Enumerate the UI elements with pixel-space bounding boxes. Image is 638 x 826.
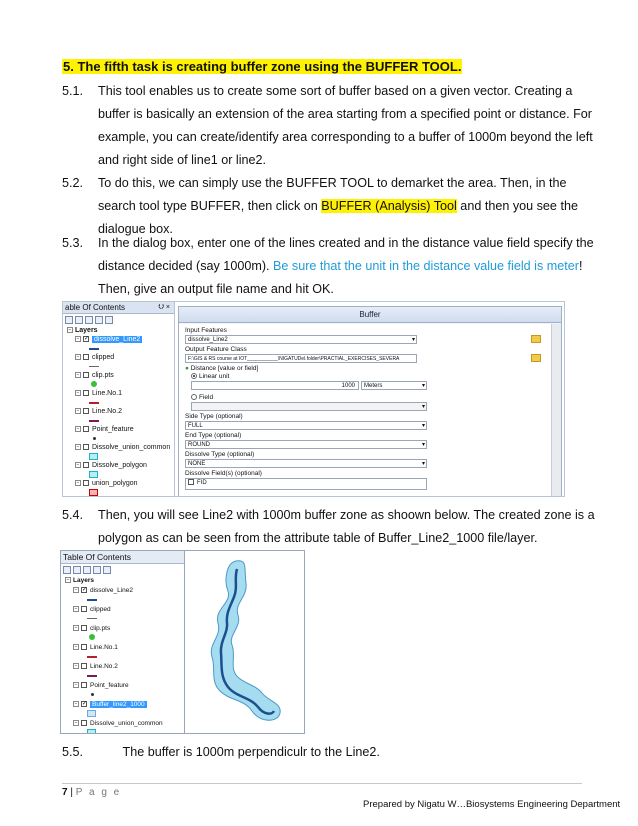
layer-item[interactable] xyxy=(67,335,174,344)
layers-root[interactable] xyxy=(67,326,174,335)
input-features-value: dissolve_Line2 xyxy=(188,337,228,343)
side-type-select[interactable] xyxy=(185,421,427,430)
dissolve-type-select[interactable] xyxy=(185,459,427,468)
browse-folder-icon[interactable] xyxy=(531,335,541,343)
collapse-icon[interactable]: − xyxy=(74,587,78,594)
table-of-contents-panel xyxy=(63,302,175,497)
layer-checkbox[interactable] xyxy=(81,720,87,726)
layer-checkbox[interactable] xyxy=(81,625,87,631)
toc-toolbar xyxy=(63,314,174,326)
chevron-down-icon[interactable]: ▾ xyxy=(421,383,425,389)
layer-item[interactable] xyxy=(67,353,174,362)
collapse-icon[interactable]: − xyxy=(66,577,70,584)
list-by-selection-icon[interactable] xyxy=(93,566,101,574)
layer-label: Dissolve_union_common xyxy=(90,720,163,727)
layer-item[interactable] xyxy=(67,461,174,470)
paragraph-5-2 xyxy=(62,172,602,241)
output-path-value: F:\GIS & RS course at IOT___________\NIGATUDel.folder\PRACTIAL_EXERCISES_SEVERA xyxy=(188,356,400,362)
layer-label: clipped xyxy=(90,606,111,613)
layer-item[interactable] xyxy=(65,681,184,690)
layer-item[interactable] xyxy=(67,389,174,398)
dissolve-fields-list[interactable] xyxy=(185,478,427,490)
layer-checkbox[interactable]: ✓ xyxy=(82,587,88,594)
layer-symbol xyxy=(65,709,184,719)
dissolve-type-value: NONE xyxy=(188,461,206,467)
field-option[interactable] xyxy=(185,394,545,402)
list-by-drawing-order-icon[interactable] xyxy=(63,566,71,574)
layer-label: Point_feature xyxy=(92,426,134,433)
paragraph-5-3 xyxy=(62,232,602,301)
layer-symbol xyxy=(67,470,174,479)
side-type-label: Side Type (optional) xyxy=(185,413,243,420)
options-icon[interactable] xyxy=(105,316,113,324)
chevron-down-icon[interactable]: ▾ xyxy=(421,404,425,410)
layer-item[interactable] xyxy=(67,443,174,452)
layer-label: Dissolve_union_common xyxy=(92,444,171,451)
dialog-title: Buffer xyxy=(179,307,561,323)
toc-toolbar xyxy=(61,564,184,576)
buffer-result-screenshot xyxy=(60,550,305,734)
layer-item[interactable] xyxy=(65,643,184,652)
layer-label: Dissolve_polygon xyxy=(92,462,147,469)
layer-item[interactable] xyxy=(65,700,184,709)
fid-checkbox[interactable] xyxy=(188,479,194,485)
layer-checkbox[interactable] xyxy=(81,682,87,688)
layer-label: dissolve_Line2 xyxy=(94,336,141,343)
layer-symbol xyxy=(65,633,184,643)
layer-symbol xyxy=(65,690,184,700)
collapse-icon[interactable]: − xyxy=(76,354,80,361)
layer-item[interactable] xyxy=(67,425,174,434)
layer-symbol xyxy=(65,595,184,605)
layer-checkbox[interactable] xyxy=(83,480,89,486)
collapse-icon[interactable]: − xyxy=(76,372,80,379)
layer-symbol xyxy=(67,362,174,371)
layer-list xyxy=(63,326,174,497)
page-sep: | xyxy=(67,787,76,798)
linear-unit-label: Linear unit xyxy=(199,373,230,380)
paragraph-5-5 xyxy=(62,745,380,759)
linear-unit-option[interactable] xyxy=(185,373,545,381)
field-radio[interactable] xyxy=(191,394,197,400)
chevron-down-icon[interactable]: ▾ xyxy=(421,423,425,429)
section-heading xyxy=(62,59,462,74)
toc-title: able Of Contents xyxy=(65,303,126,312)
collapse-icon[interactable]: − xyxy=(76,336,80,343)
collapse-icon[interactable]: − xyxy=(76,408,80,415)
collapse-icon[interactable]: − xyxy=(74,682,78,689)
collapse-icon[interactable]: − xyxy=(74,720,78,727)
output-feature-class-label: Output Feature Class xyxy=(185,346,247,353)
paragraph-text xyxy=(98,232,602,301)
list-by-selection-icon[interactable] xyxy=(95,316,103,324)
footer-credit: Prepared by Nigatu W…Biosystems Engineering Department xyxy=(363,799,621,810)
heading-text: 5. The fifth task is creating buffer zone using the BUFFER TOOL. xyxy=(63,59,462,74)
layer-label: union_polygon xyxy=(92,480,138,487)
list-by-visibility-icon[interactable] xyxy=(85,316,93,324)
side-type-value: FULL xyxy=(188,423,203,429)
layer-label: clip.pts xyxy=(90,625,111,632)
collapse-icon[interactable]: − xyxy=(74,644,78,651)
paragraph-number: 5.4. xyxy=(62,508,84,522)
page-num: 7 xyxy=(62,787,68,798)
layer-item[interactable] xyxy=(65,605,184,614)
layer-symbol xyxy=(67,344,174,353)
paragraph-5-1 xyxy=(62,80,602,172)
browse-folder-icon[interactable] xyxy=(531,354,541,362)
collapse-icon[interactable]: − xyxy=(76,462,80,469)
layer-checkbox[interactable] xyxy=(81,644,87,650)
layer-label: dissolve_Line2 xyxy=(90,587,134,594)
paragraph-number: 5.5. xyxy=(62,745,84,759)
map-view[interactable] xyxy=(186,551,304,733)
buffer-dialog-screenshot xyxy=(62,301,565,497)
layer-symbol xyxy=(65,614,184,624)
layer-label: Line.No.1 xyxy=(92,390,122,397)
layer-symbol xyxy=(67,398,174,407)
dissolve-fields-label: Dissolve Field(s) (optional) xyxy=(185,470,262,477)
layer-item[interactable] xyxy=(65,719,184,728)
layer-item[interactable] xyxy=(67,371,174,380)
layer-symbol xyxy=(67,434,174,443)
dissolve-type-label: Dissolve Type (optional) xyxy=(185,451,255,458)
list-by-visibility-icon[interactable] xyxy=(83,566,91,574)
layer-checkbox[interactable]: ✓ xyxy=(82,701,88,708)
layer-symbol xyxy=(65,728,184,734)
collapse-icon[interactable]: − xyxy=(74,625,78,632)
text-run: and then you see the dialogue box. xyxy=(98,199,578,236)
distance-value-input[interactable] xyxy=(191,381,359,390)
layer-checkbox[interactable]: ✓ xyxy=(84,336,90,343)
collapse-icon[interactable]: − xyxy=(74,606,78,613)
text-run: ! Then, give an output file name and hit OK. xyxy=(98,259,583,296)
layer-checkbox[interactable] xyxy=(83,408,89,414)
linear-unit-radio[interactable] xyxy=(191,373,197,379)
buffer-dialog xyxy=(178,306,562,497)
field-label: Field xyxy=(199,394,214,401)
table-of-contents-panel xyxy=(61,551,185,734)
distance-label-text: Distance [value or field] xyxy=(190,365,259,372)
unit-note: Be sure that the unit in the distance value field is meter xyxy=(273,259,579,273)
layer-checkbox[interactable] xyxy=(83,354,89,360)
text-run: In the dialog box, enter one of the lines created and in the distance value field specify the distance decided (say 1000m). xyxy=(98,236,594,273)
paragraph-number: 5.1. xyxy=(62,84,84,98)
layer-label: clipped xyxy=(92,354,115,361)
collapse-icon[interactable]: − xyxy=(76,390,80,397)
paragraph-text xyxy=(98,172,602,241)
layer-checkbox[interactable] xyxy=(83,462,89,468)
layer-item[interactable] xyxy=(65,586,184,595)
dialog-body xyxy=(179,324,551,497)
layer-label: Line.No.1 xyxy=(90,644,118,651)
layer-checkbox[interactable] xyxy=(81,663,87,669)
distance-value: 1000 xyxy=(341,383,355,389)
layer-checkbox[interactable] xyxy=(81,606,87,612)
chevron-down-icon[interactable]: ▾ xyxy=(421,442,425,448)
pin-close-icon[interactable]: ⮋ × xyxy=(158,304,170,311)
paragraph-text: Then, you will see Line2 with 1000m buffer zone as shoown below. The created zone is a polygon as can be seen from the attribute table of Buffer_Line2_1000 file/layer. xyxy=(98,508,595,545)
paragraph-text: The buffer is 1000m perpendiculr to the Line2. xyxy=(122,745,380,759)
toc-title-bar xyxy=(63,302,174,314)
layer-label: Point_feature xyxy=(90,682,129,689)
highlighted-tool-name: BUFFER (Analysis) Tool xyxy=(321,199,457,213)
layer-checkbox[interactable] xyxy=(83,444,89,450)
paragraph-5-4 xyxy=(62,504,602,550)
collapse-icon[interactable]: − xyxy=(76,480,80,487)
chevron-down-icon[interactable]: ▾ xyxy=(411,337,415,343)
collapse-icon[interactable]: − xyxy=(76,444,80,451)
layers-root[interactable] xyxy=(65,576,184,586)
input-features-select[interactable] xyxy=(185,335,417,344)
toc-title: Table Of Contents xyxy=(63,552,132,562)
list-by-source-icon[interactable] xyxy=(75,316,83,324)
layer-item[interactable] xyxy=(65,624,184,633)
chevron-down-icon[interactable]: ▾ xyxy=(421,461,425,467)
layer-item[interactable] xyxy=(65,662,184,671)
unit-select[interactable] xyxy=(361,381,427,390)
end-type-value: ROUND xyxy=(188,442,210,448)
collapse-icon[interactable]: − xyxy=(74,663,78,670)
layer-symbol xyxy=(65,671,184,681)
layer-label: Line.No.2 xyxy=(92,408,122,415)
page-word: P a g e xyxy=(75,787,122,798)
unit-value: Meters xyxy=(364,383,383,389)
dialog-scrollbar[interactable] xyxy=(551,324,561,497)
layer-symbol xyxy=(67,488,174,497)
layers-label: Layers xyxy=(73,577,94,584)
distance-label: ● Distance [value or field] xyxy=(185,365,259,372)
list-by-source-icon[interactable] xyxy=(73,566,81,574)
layer-symbol xyxy=(67,416,174,425)
layers-label: Layers xyxy=(75,327,98,334)
layer-symbol xyxy=(67,380,174,389)
output-feature-class-input[interactable] xyxy=(185,354,417,363)
layer-symbol xyxy=(65,652,184,662)
layer-checkbox[interactable] xyxy=(83,426,89,432)
layer-item[interactable] xyxy=(67,407,174,416)
footer-divider xyxy=(62,783,582,784)
options-icon[interactable] xyxy=(103,566,111,574)
paragraph-text: This tool enables us to create some sort of buffer based on a given vector. Creating a buffer is basically an extension of the area starting from a specified point or distance. For example, you can create/identify area corresponding to a buffer of 1000m beyond the left and right side of line1 or line2. xyxy=(98,84,593,167)
layer-label: Buffer_line2_1000 xyxy=(92,701,145,708)
layer-list xyxy=(61,576,184,734)
collapse-icon[interactable]: − xyxy=(74,701,78,708)
layer-label: clip.pts xyxy=(92,372,114,379)
toc-title-bar xyxy=(61,551,184,564)
fid-label: FID xyxy=(197,480,207,486)
end-type-select[interactable] xyxy=(185,440,427,449)
list-by-drawing-order-icon[interactable] xyxy=(65,316,73,324)
paragraph-number: 5.2. xyxy=(62,176,84,190)
layer-label: Line.No.2 xyxy=(90,663,118,670)
layer-checkbox[interactable] xyxy=(83,390,89,396)
collapse-icon[interactable]: − xyxy=(76,426,80,433)
end-type-label: End Type (optional) xyxy=(185,432,242,439)
layer-checkbox[interactable] xyxy=(83,372,89,378)
field-select[interactable] xyxy=(191,402,427,411)
paragraph-number: 5.3. xyxy=(62,236,84,250)
buffer-map-graphic xyxy=(186,551,305,734)
text-run: To do this, we can simply use the BUFFER TOOL to demarket the area. Then, in the search tool type BUFFER, then click on xyxy=(98,176,567,213)
input-features-label: Input Features xyxy=(185,327,227,334)
layer-symbol xyxy=(67,452,174,461)
collapse-icon[interactable]: − xyxy=(68,327,72,334)
page-number xyxy=(62,787,121,798)
layer-item[interactable] xyxy=(67,479,174,488)
